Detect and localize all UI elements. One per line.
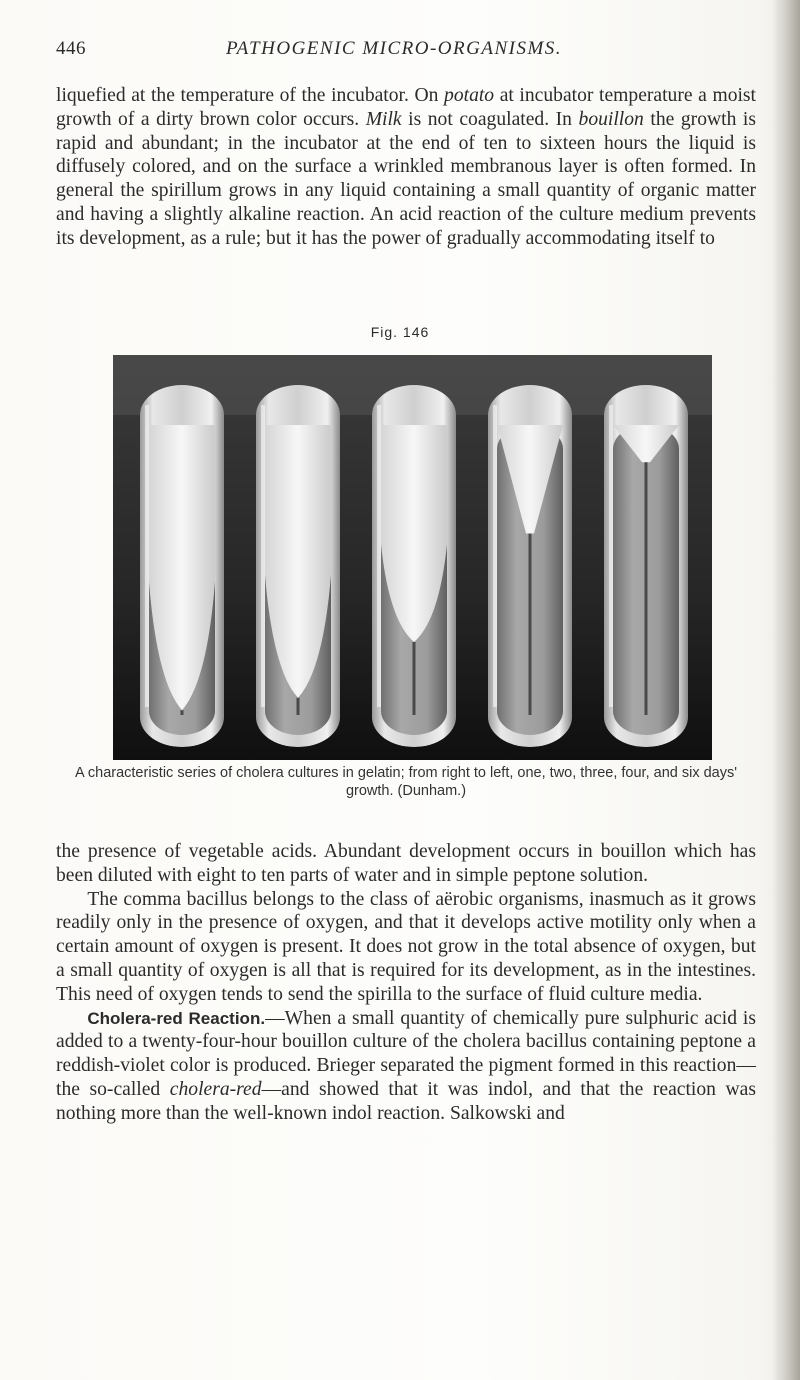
culture-tube-4 <box>488 385 572 747</box>
paragraph-2: the presence of vegetable acids. Abundant development occurs in bouillon which has been diluted with eight to ten parts of water and in simple peptone solution. <box>56 841 756 886</box>
term-cholera-red: cholera-red <box>169 1078 262 1100</box>
term-milk: Milk <box>365 108 402 130</box>
figure-caption: A characteristic series of cholera cultures in gelatin; from right to left, one, two, three, four, and six days' growth. (Dunham.) <box>74 765 738 799</box>
tube-highlight <box>609 405 613 707</box>
running-head: PATHOGENIC MICRO-ORGANISMS. <box>226 38 563 59</box>
culture-tube-1 <box>140 385 224 747</box>
figure-photograph <box>113 355 712 760</box>
term-potato: potato <box>444 85 495 106</box>
culture-tube-2 <box>256 385 340 747</box>
tube-highlight <box>261 405 265 707</box>
paragraph-4: Cholera-red Reaction.—When a small quantity of chemically pure sulphuric acid is added to a twenty-four-hour bouillon culture of the cholera bacillus containing peptone a reddish-violet color is produced. Brieger separated the pigment formed in this reaction—the so-called cholera-red—and showed that it was indol, and that the reaction was nothing more than the well-known indol reaction. Salkowski and <box>56 1007 756 1124</box>
tube-highlight <box>493 405 497 707</box>
culture-tube-5 <box>604 385 688 747</box>
section-heading-cholera-red: Cholera-red Reaction. <box>87 1008 266 1028</box>
page-binding-shadow <box>772 0 800 1380</box>
text-block-top <box>56 84 756 251</box>
tube-highlight <box>377 405 381 707</box>
page-number: 446 <box>56 38 86 59</box>
page-header <box>56 38 756 68</box>
culture-tubes-photo <box>113 355 712 760</box>
figure-label: Fig. 146 <box>370 324 430 340</box>
paragraph-3: The comma bacillus belongs to the class of aërobic organisms, inasmuch as it grows readily only in the presence of oxygen, and that it develops active motility only when a certain amount of oxygen is present. It does not grow in the total absence of oxygen, but a small quantity of oxygen is all that is required for its development, as in the intestines. This need of oxygen tends to send the spirilla to the surface of fluid culture media. <box>56 888 756 1005</box>
text-block-bottom <box>56 840 756 1126</box>
tube-highlight <box>145 405 149 707</box>
culture-tube-3 <box>372 385 456 747</box>
paragraph-1: liquefied at the temperature of the incubator. On potato at incubator temperature a moist growth of a dirty brown color occurs. Milk is not coagulated. In bouillon the growth is rapid and abundant; in the incubator at the end of ten to sixteen hours the liquid is diffusely colored, and on the surface a wrinkled membranous layer is often formed. In general the spirillum grows in any liquid containing a small quantity of organic matter and having a slightly alkaline reaction. An acid reaction of the culture medium prevents its development, as a rule; but it has the power of gradually accommodating itself to <box>56 85 757 249</box>
term-bouillon: bouillon <box>578 108 644 130</box>
